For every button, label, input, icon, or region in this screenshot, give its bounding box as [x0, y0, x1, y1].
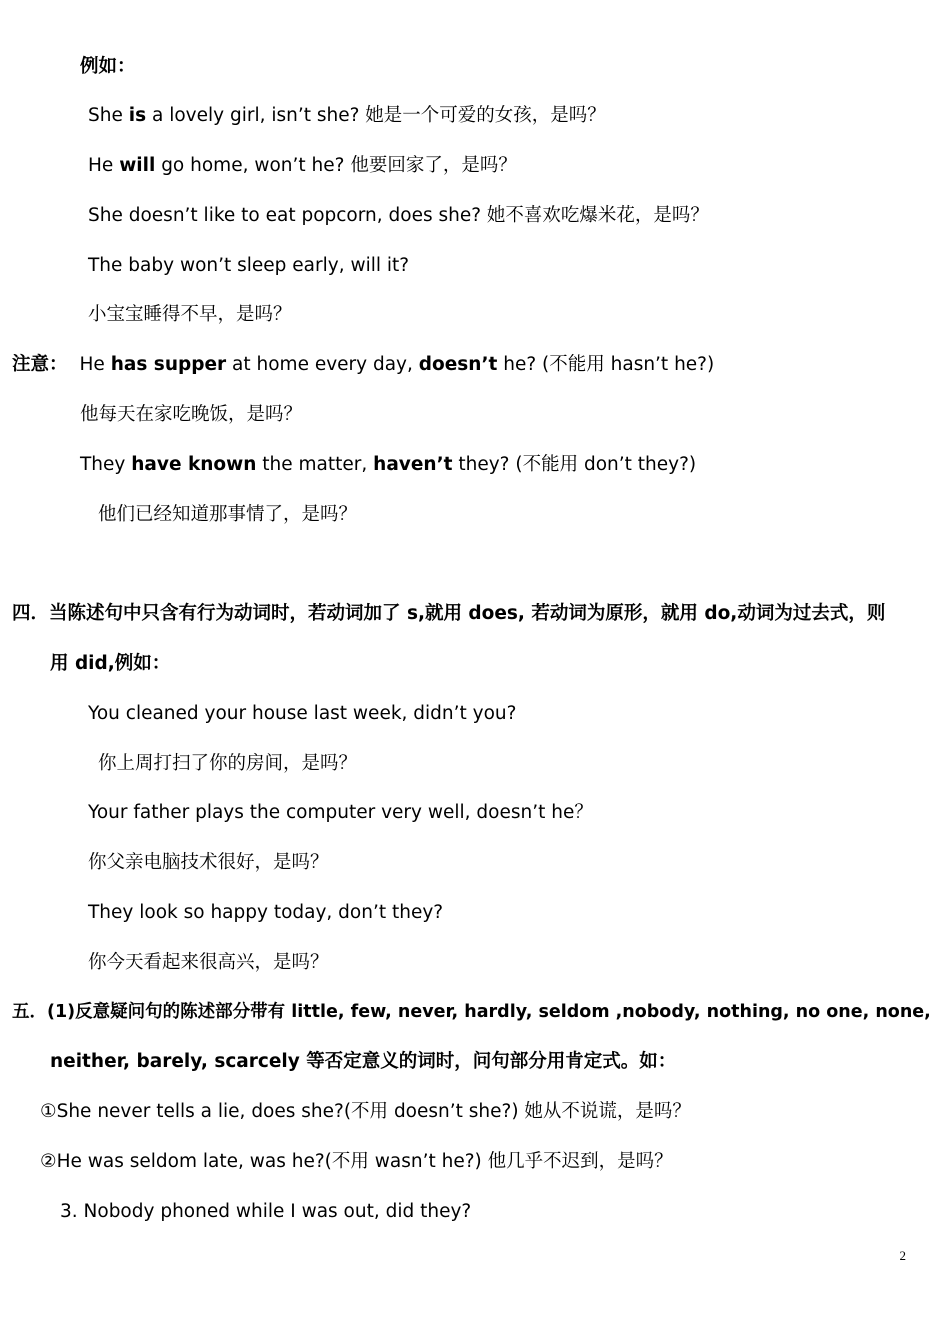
note-line: 注意： He has supper at home every day, doesn’t he? (不能用 hasn’t he?) — [12, 354, 715, 375]
note-translation-2: 他们已经知道那事情了，是吗？ — [98, 504, 358, 525]
section-five-heading: 五．(1)反意疑问句的陈述部分带有 little, few, never, hardly, seldom ,nobody, nothing, no one, none, — [12, 1002, 931, 1022]
section-four-translation-3: 你今天看起来很高兴，是吗？ — [88, 952, 329, 973]
example-sentence-3: She doesn’t like to eat popcorn, does she? 她不喜欢吃爆米花，是吗？ — [88, 205, 709, 226]
section-five-example-3: 3. Nobody phoned while I was out, did they? — [60, 1201, 472, 1222]
note-label: 注意： — [12, 354, 68, 375]
example-heading: 例如： — [80, 56, 136, 77]
page-number: 2 — [899, 1248, 906, 1263]
section-four-heading: 四．当陈述句中只含有行为动词时，若动词加了 s,就用 does, 若动词为原形，就用 do,动词为过去式，则 — [12, 603, 886, 624]
example-translation-4: 小宝宝睡得不早，是吗？ — [88, 304, 292, 325]
section-five-example-2: ②He was seldom late, was he?(不用 wasn’t he?) 他几乎不迟到，是吗？ — [40, 1151, 673, 1172]
note-translation-1: 他每天在家吃晚饭，是吗？ — [80, 404, 303, 425]
note-sentence-2: They have known the matter, haven’t they? (不能用 don’t they?) — [80, 454, 697, 475]
section-four-translation-1: 你上周打扫了你的房间，是吗？ — [98, 753, 358, 774]
section-four-sentence-3: They look so happy today, don’t they? — [88, 902, 444, 923]
section-five-heading-cont: neither, barely, scarcely 等否定意义的词时，问句部分用肯定式。如： — [50, 1051, 677, 1072]
section-five-example-1: ①She never tells a lie, does she?(不用 doesn’t she?) 她从不说谎，是吗？ — [40, 1101, 691, 1122]
example-sentence-1: She is a lovely girl, isn’t she? 她是一个可爱的女孩，是吗？ — [88, 105, 606, 126]
section-four-sentence-1: You cleaned your house last week, didn’t you? — [88, 703, 517, 724]
example-sentence-4: The baby won’t sleep early, will it? — [88, 255, 410, 276]
section-four-sentence-2: Your father plays the computer very well, doesn’t he？ — [88, 802, 593, 823]
example-sentence-2: He will go home, won’t he? 他要回家了，是吗？ — [88, 155, 517, 176]
section-four-heading-cont: 用 did,例如： — [50, 653, 171, 674]
section-four-translation-2: 你父亲电脑技术很好，是吗？ — [88, 852, 329, 873]
